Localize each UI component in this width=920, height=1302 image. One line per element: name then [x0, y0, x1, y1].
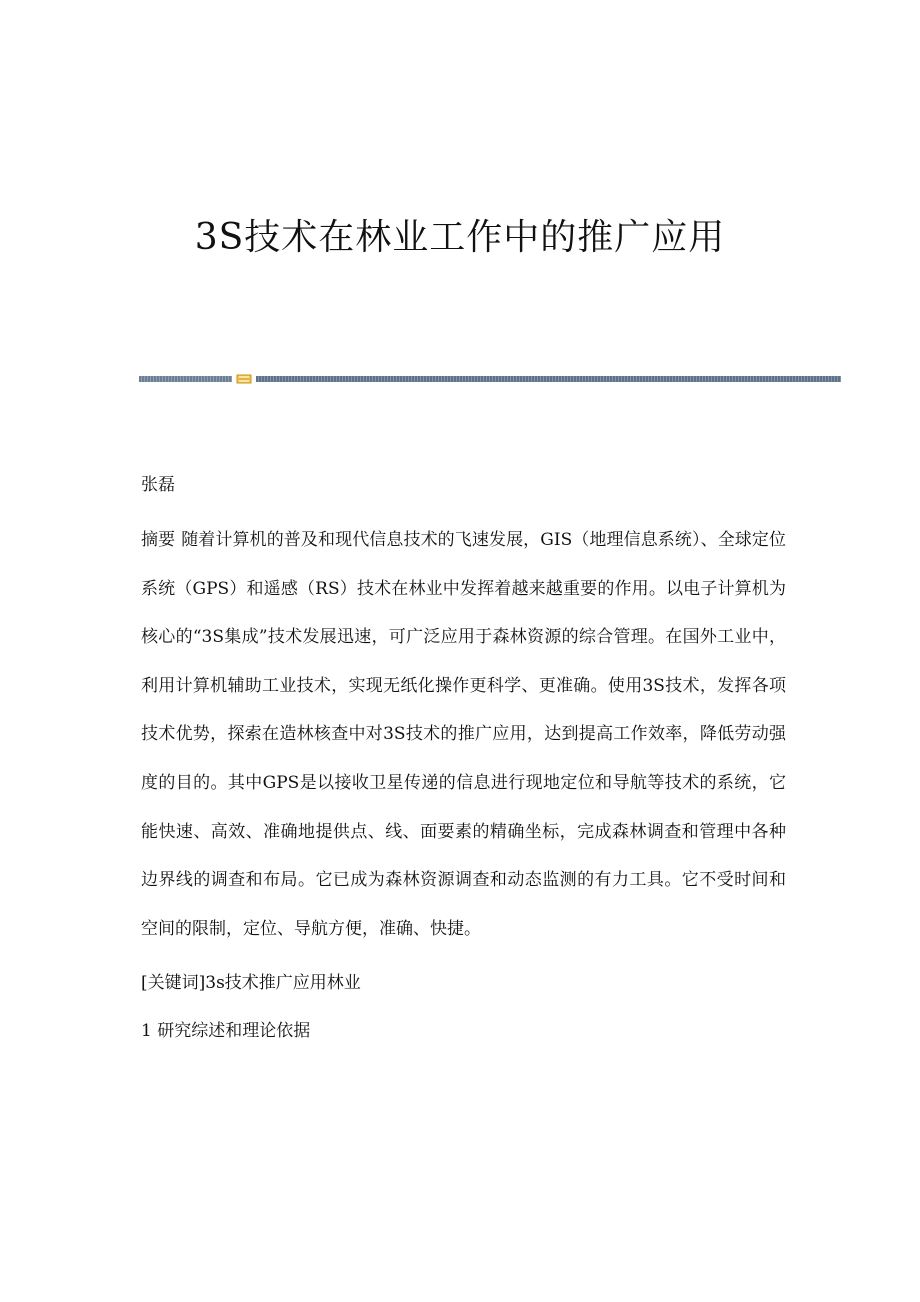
title-divider	[139, 374, 841, 384]
author-name: 张磊	[141, 475, 175, 495]
abstract-text: 随着计算机的普及和现代信息技术的飞速发展，GIS（地理信息系统）、全球定位系统（GPS）和遥感（RS）技术在林业中发挥着越来越重要的作用。以电子计算机为核心的“3S集成”技术发展迅速，可广泛应用于森林资源的综合管理。在国外工业中，利用计算机辅助工业技术，实现无纸化操作更科学、更准确。使用3S技术，发挥各项技术优势，探索在造林核查中对3S技术的推广应用，达到提高工作效率，降低劳动强度的目的。其中GPS是以接收卫星传递的信息进行现地定位和导航等技术的系统，它能快速、高效、准确地提供点、线、面要素的精确坐标，完成森林调查和管理中各种边界线的调查和布局。它已成为森林资源调查和动态监测的有力工具。它不受时间和空间的限制，定位、导航方便，准确、快捷。	[141, 530, 786, 939]
abstract-paragraph	[141, 516, 786, 953]
divider-ornament-icon	[236, 374, 252, 384]
section-heading: 1 研究综述和理论依据	[141, 1021, 311, 1042]
abstract-label: 摘要	[141, 530, 176, 550]
keywords-line: [关键词]3s技术推广应用林业	[141, 973, 361, 994]
divider-bar-right	[256, 376, 841, 382]
divider-bar-left	[139, 376, 232, 382]
document-body	[141, 468, 786, 1055]
document-title: 3S技术在林业工作中的推广应用	[194, 217, 726, 258]
